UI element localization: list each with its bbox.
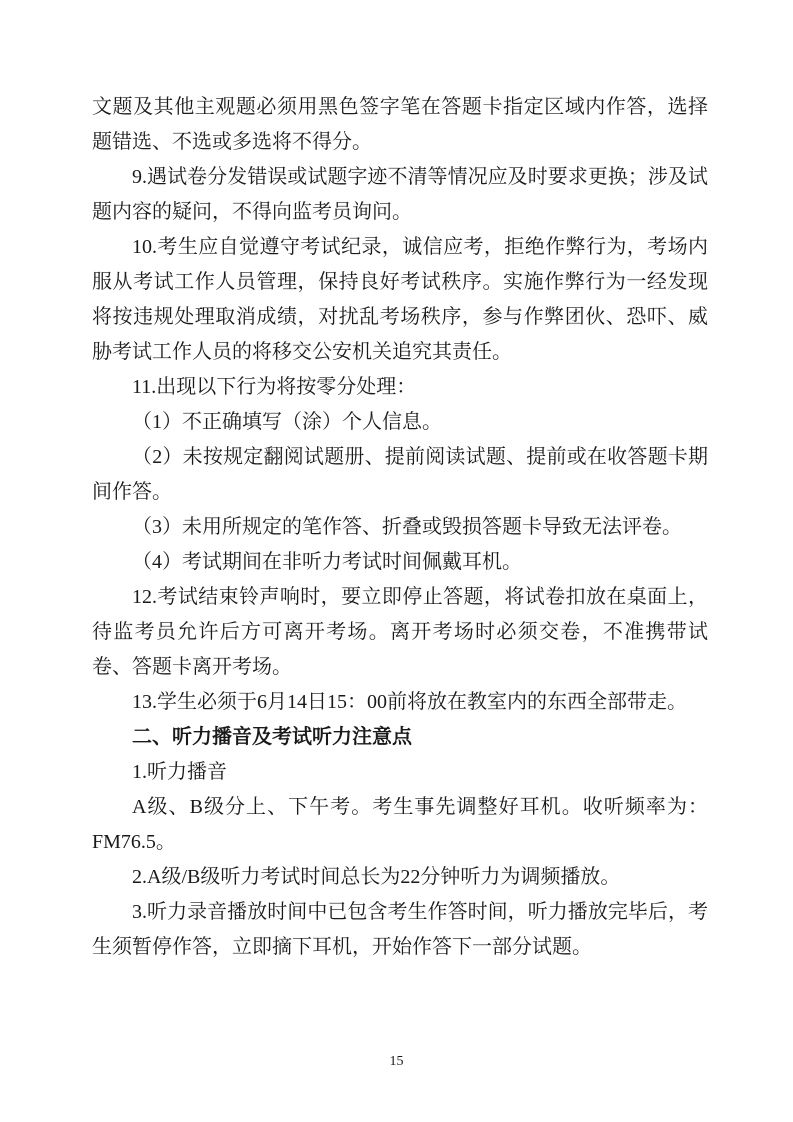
paragraph-listening-1: 1.听力播音 xyxy=(132,761,227,783)
section-heading-listening: 二、听力播音及考试听力注意点 xyxy=(132,726,412,748)
document-body xyxy=(92,90,708,965)
page-number: 15 xyxy=(389,1054,404,1069)
paragraph-listening-3: 3.听力录音播放时间中已包含考生作答时间，听力播放完毕后，考生须暂停作答，立即摘下耳机，开始作答下一部分试题。 xyxy=(92,901,708,958)
paragraph-rule-11: 11.出现以下行为将按零分处理： xyxy=(132,376,417,398)
paragraph-rule-13: 13.学生必须于6月14日15：00前将放在教室内的东西全部带走。 xyxy=(132,691,687,713)
paragraph-rule-11-item-3: （3）未用所规定的笔作答、折叠或毁损答题卡导致无法评卷。 xyxy=(132,516,682,538)
page-footer xyxy=(0,1052,793,1072)
paragraph-rule-9: 9.遇试卷分发错误或试题字迹不清等情况应及时要求更换；涉及试题内容的疑问，不得向监考员询问。 xyxy=(92,166,708,223)
paragraph-continuation: 文题及其他主观题必须用黑色签字笔在答题卡指定区域内作答，选择题错选、不选或多选将不得分。 xyxy=(92,96,708,153)
paragraph-rule-11-item-1: （1）不正确填写（涂）个人信息。 xyxy=(132,411,442,433)
paragraph-rule-11-item-4: （4）考试期间在非听力考试时间佩戴耳机。 xyxy=(132,551,522,573)
paragraph-listening-2: 2.A级/B级听力考试时间总长为22分钟听力为调频播放。 xyxy=(132,866,621,888)
paragraph-rule-11-item-2: （2）未按规定翻阅试题册、提前阅读试题、提前或在收答题卡期间作答。 xyxy=(92,446,708,503)
paragraph-rule-12: 12.考试结束铃声响时，要立即停止答题，将试卷扣放在桌面上，待监考员允许后方可离开考场。离开考场时必须交卷，不准携带试卷、答题卡离开考场。 xyxy=(92,586,708,678)
paragraph-rule-10: 10.考生应自觉遵守考试纪录，诚信应考，拒绝作弊行为，考场内服从考试工作人员管理，保持良好考试秩序。实施作弊行为一经发现将按违规处理取消成绩，对扰乱考场秩序，参与作弊团伙、恐吓、威胁考试工作人员的将移交公安机关追究其责任。 xyxy=(92,236,708,363)
paragraph-listening-1-detail: A级、B级分上、下午考。考生事先调整好耳机。收听频率为：FM76.5。 xyxy=(92,796,708,853)
